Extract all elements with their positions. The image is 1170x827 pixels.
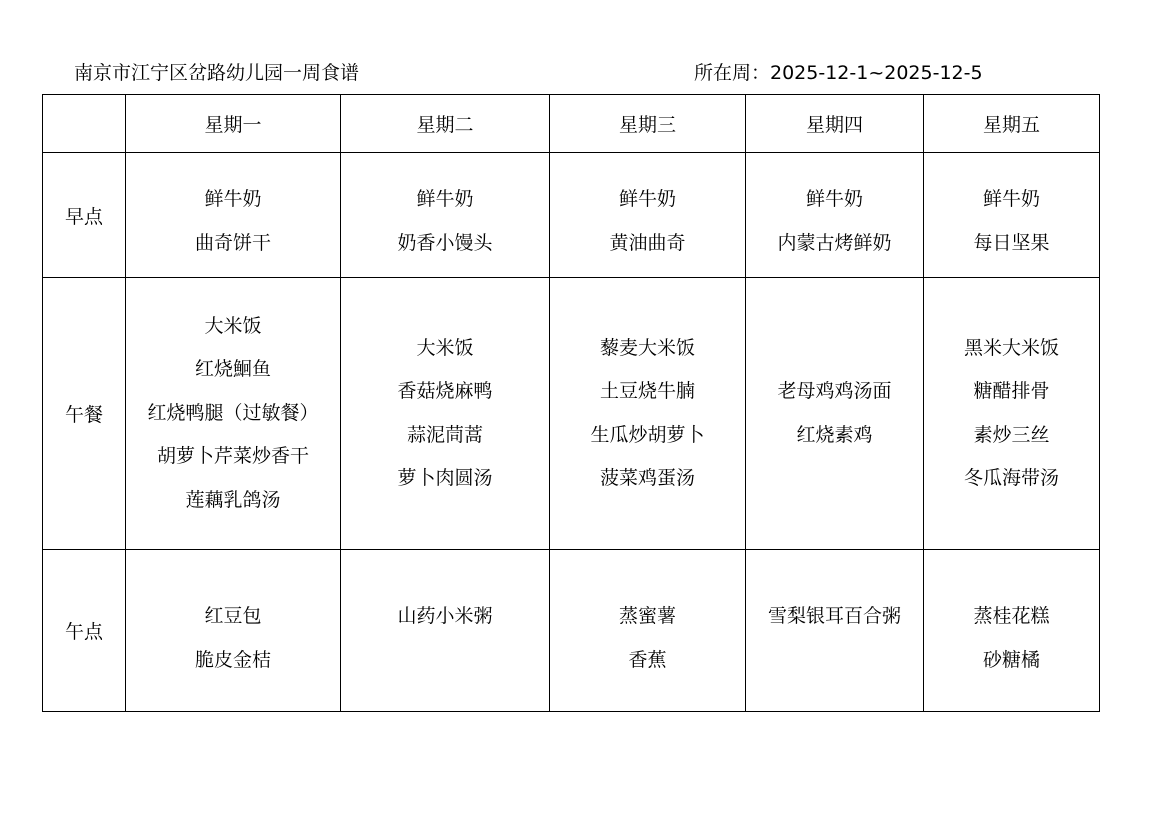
menu-item: 山药小米粥	[397, 605, 493, 627]
menu-item: 雪梨银耳百合粥	[767, 605, 901, 627]
menu-item: 冬瓜海带汤	[963, 467, 1059, 489]
menu-cell	[746, 550, 924, 712]
menu-item-list	[746, 153, 923, 265]
menu-item: 红豆包	[204, 605, 262, 627]
menu-item: 老母鸡鸡汤面	[777, 380, 892, 402]
menu-cell	[924, 550, 1100, 712]
menu-item-list	[341, 327, 549, 501]
menu-title: 南京市江宁区岔路幼儿园一周食谱	[74, 62, 360, 84]
menu-item-list	[924, 153, 1099, 265]
menu-item-list	[924, 327, 1099, 501]
menu-item-list	[550, 153, 745, 265]
menu-item: 胡萝卜芹菜炒香干	[156, 445, 309, 468]
day-header-monday: 星期一	[126, 95, 341, 153]
menu-item: 素炒三丝	[973, 423, 1050, 446]
menu-item: 鲜牛奶	[982, 188, 1040, 210]
menu-item-list	[550, 327, 745, 501]
day-header-tuesday: 星期二	[341, 95, 550, 153]
menu-item: 菠菜鸡蛋汤	[599, 467, 695, 489]
menu-item-list	[746, 370, 923, 457]
meal-label: 午点	[43, 550, 126, 712]
menu-item: 红烧素鸡	[796, 423, 873, 446]
menu-cell	[341, 153, 550, 278]
menu-item: 土豆烧牛腩	[599, 380, 695, 402]
menu-item: 大米饭	[416, 336, 474, 359]
menu-item: 红烧鸭腿（过敏餐）	[147, 401, 319, 424]
menu-item: 鲜牛奶	[416, 188, 474, 210]
menu-item: 曲奇饼干	[194, 231, 271, 254]
menu-cell	[924, 278, 1100, 550]
meal-row-morning-snack	[43, 153, 1100, 278]
table-header-row	[43, 95, 1100, 153]
menu-item-list	[126, 153, 340, 265]
menu-cell	[341, 550, 550, 712]
menu-item: 香菇烧麻鸭	[397, 380, 493, 402]
menu-item: 鲜牛奶	[618, 188, 676, 210]
corner-cell	[43, 95, 126, 153]
meal-row-afternoon-snack	[43, 550, 1100, 712]
menu-cell	[126, 153, 341, 278]
menu-item: 黑米大米饭	[963, 336, 1059, 359]
menu-item-list	[550, 550, 745, 682]
menu-cell	[746, 153, 924, 278]
menu-item-list	[746, 550, 923, 639]
menu-item: 莲藕乳鸽汤	[185, 488, 281, 511]
menu-cell	[341, 278, 550, 550]
meal-label: 早点	[43, 153, 126, 278]
menu-item: 脆皮金桔	[194, 648, 271, 671]
menu-item: 每日坚果	[973, 231, 1050, 254]
day-header-thursday: 星期四	[746, 95, 924, 153]
menu-item: 蒸桂花糕	[973, 605, 1050, 627]
menu-item-list	[126, 550, 340, 682]
menu-item: 蒜泥茼蒿	[406, 423, 483, 446]
meal-row-lunch	[43, 278, 1100, 550]
menu-item: 藜麦大米饭	[599, 336, 695, 359]
menu-item: 黄油曲奇	[609, 231, 686, 254]
menu-item-list	[924, 550, 1099, 682]
menu-item: 鲜牛奶	[204, 188, 262, 210]
day-header-wednesday: 星期三	[550, 95, 746, 153]
menu-item-list	[341, 153, 549, 265]
menu-item: 香蕉	[628, 648, 667, 671]
menu-item: 砂糖橘	[982, 648, 1040, 671]
menu-cell	[126, 550, 341, 712]
menu-cell	[746, 278, 924, 550]
menu-cell	[924, 153, 1100, 278]
day-header-friday: 星期五	[924, 95, 1100, 153]
menu-item: 内蒙古烤鲜奶	[777, 231, 892, 254]
menu-item: 大米饭	[204, 314, 262, 337]
menu-cell	[550, 550, 746, 712]
menu-cell	[126, 278, 341, 550]
menu-cell	[550, 278, 746, 550]
menu-item: 糖醋排骨	[973, 380, 1050, 402]
menu-item: 蒸蜜薯	[618, 605, 676, 627]
menu-cell	[550, 153, 746, 278]
menu-item-list	[126, 305, 340, 523]
week-range: 所在周：2025-12-1~2025-12-5	[694, 62, 983, 84]
menu-item: 鲜牛奶	[805, 188, 863, 210]
menu-item: 萝卜肉圆汤	[397, 467, 493, 489]
menu-item: 红烧鮰鱼	[194, 358, 271, 381]
meal-label: 午餐	[43, 278, 126, 550]
menu-item: 生瓜炒胡萝卜	[590, 423, 705, 446]
menu-item: 奶香小馒头	[397, 231, 493, 254]
weekly-menu-table	[42, 94, 1100, 712]
menu-item-list	[341, 550, 549, 639]
